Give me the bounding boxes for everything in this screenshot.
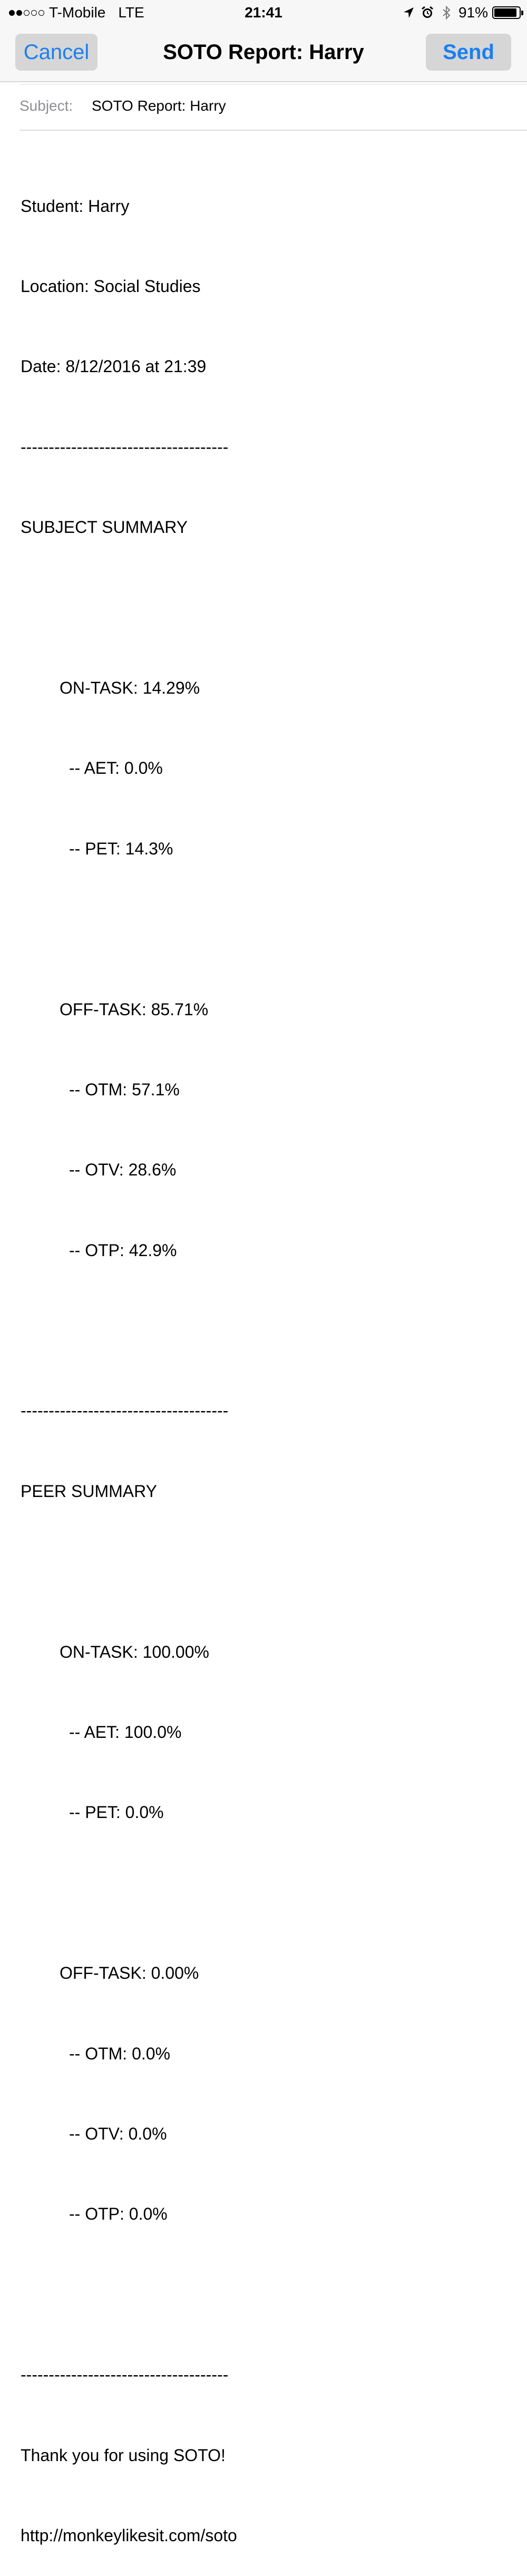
carrier-name: T-Mobile [49, 4, 106, 21]
message-body[interactable] [21, 139, 516, 2576]
subject-label: Subject: [19, 98, 73, 114]
send-button[interactable]: Send [426, 34, 511, 71]
battery-percentage: 91% [458, 4, 488, 21]
divider-line: ------------------------------------- [21, 437, 229, 456]
status-bar [0, 0, 527, 26]
subject-otp: -- OTP: 42.9% [69, 1240, 177, 1260]
location-arrow-icon [402, 5, 415, 21]
date-line: Date: 8/12/2016 at 21:39 [21, 357, 207, 376]
subject-aet: -- AET: 0.0% [69, 759, 163, 778]
bluetooth-icon [440, 5, 453, 21]
location-line: Location: Social Studies [21, 276, 201, 296]
compose-title: SOTO Report: Harry [163, 41, 364, 64]
peer-off-task: OFF-TASK: 0.00% [60, 1963, 199, 1983]
alarm-clock-icon [421, 5, 434, 21]
peer-summary-heading: PEER SUMMARY [21, 1481, 158, 1501]
peer-pet: -- PET: 0.0% [69, 1803, 164, 1822]
subject-otm: -- OTM: 57.1% [69, 1080, 180, 1099]
peer-otv: -- OTV: 0.0% [69, 2124, 167, 2143]
subject-off-task: OFF-TASK: 85.71% [60, 999, 209, 1019]
navigation-bar [0, 26, 527, 82]
subject-otv: -- OTV: 28.6% [69, 1160, 177, 1180]
subject-pet: -- PET: 14.3% [69, 839, 173, 858]
cancel-button[interactable]: Cancel [15, 34, 97, 71]
peer-otm: -- OTM: 0.0% [69, 2044, 171, 2063]
thanks-line: Thank you for using SOTO! [21, 2445, 226, 2465]
divider-line: ------------------------------------- [21, 1401, 229, 1421]
student-line: Student: Harry [21, 196, 130, 216]
network-type: LTE [118, 4, 144, 21]
battery-icon [492, 6, 521, 19]
status-right [402, 4, 521, 21]
peer-aet: -- AET: 100.0% [69, 1723, 182, 1742]
subject-summary-heading: SUBJECT SUMMARY [21, 518, 188, 537]
status-time: 21:41 [245, 4, 282, 21]
url-line: http://monkeylikesit.com/soto [21, 2525, 237, 2545]
divider-line: ------------------------------------- [21, 2365, 229, 2385]
battery-fill [494, 8, 516, 17]
subject-input[interactable]: SOTO Report: Harry [92, 98, 226, 114]
subject-field[interactable] [19, 84, 527, 131]
peer-on-task: ON-TASK: 100.00% [60, 1642, 209, 1661]
subject-on-task: ON-TASK: 14.29% [60, 678, 200, 697]
peer-otp: -- OTP: 0.0% [69, 2204, 168, 2224]
